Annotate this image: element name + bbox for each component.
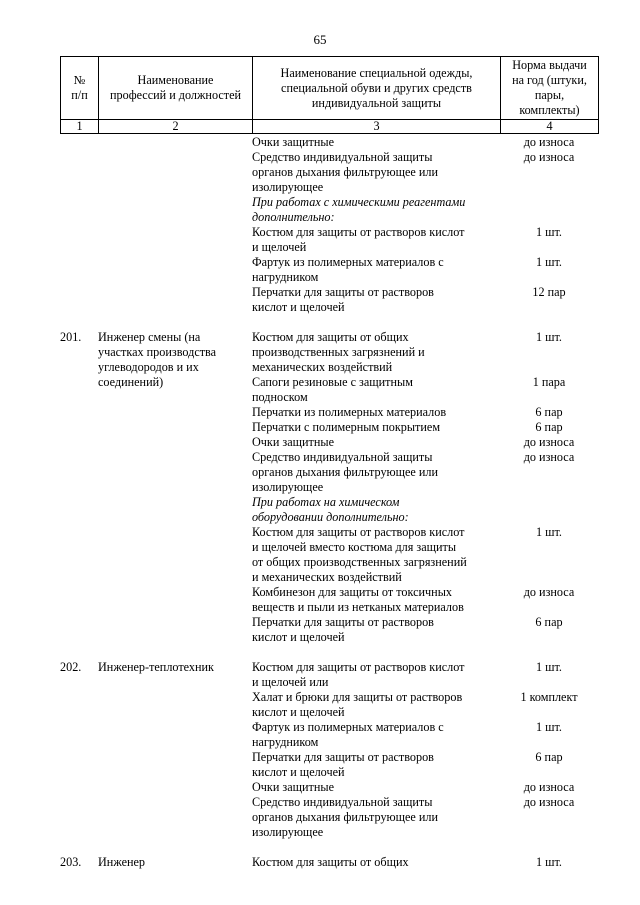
profession-name: Инженер [98,855,146,869]
item-number: 201. [60,330,82,344]
profession-name: Инженер-теплотехник [98,660,214,674]
table-row [60,420,598,435]
equipment-name: органов дыхания фильтрующее или [252,810,439,824]
equipment-name: и механических воздействий [252,570,402,584]
table-row [60,135,598,150]
issue-norm: до износа [523,780,575,794]
equipment-name: Костюм для защиты от общих [252,855,409,869]
equipment-name: и щелочей [252,240,307,254]
table-row [60,435,598,450]
header-equipment: Наименование специальной одежды, специальной обуви и других средств индивидуальной защиты [253,57,501,120]
table-row [60,735,598,750]
table-row [60,585,598,600]
issue-norm: до износа [523,135,575,149]
table-row [60,345,598,360]
equipment-name: и щелочей вместо костюма для защиты [252,540,457,554]
equipment-name: веществ и пыли из нетканых материалов [252,600,464,614]
table-row [60,405,598,420]
table-row [60,480,598,495]
table-row [60,765,598,780]
issue-norm: 1 шт. [536,330,562,344]
table-row [60,720,598,735]
issue-norm: 1 шт. [536,660,562,674]
table-row [60,465,598,480]
equipment-name: Костюм для защиты от растворов кислот [252,525,465,539]
equipment-name: от общих производственных загрязнений [252,555,467,569]
table-row [60,825,598,840]
equipment-name: кислот и щелочей [252,300,345,314]
table-row [60,750,598,765]
equipment-name: Средство индивидуальной защиты [252,795,433,809]
equipment-name: Перчатки с полимерным покрытием [252,420,441,434]
equipment-name: При работах с химическими реагентами [252,195,466,209]
issue-norm: до износа [523,450,575,464]
equipment-name: изолирующее [252,180,324,194]
header-col-index: 4 [501,120,599,134]
table-header [60,56,599,134]
table-row [60,780,598,795]
table-row [60,195,598,210]
item-number: 202. [60,660,82,674]
table-row [60,270,598,285]
header-col-index: 3 [253,120,501,134]
equipment-name: Перчатки для защиты от растворов [252,615,434,629]
equipment-name: Сапоги резиновые с защитным [252,375,413,389]
profession-name: Инженер смены (на [98,330,201,344]
equipment-name: нагрудником [252,735,319,749]
header-col-index: 1 [61,120,99,134]
equipment-name: и щелочей или [252,675,329,689]
table-row [60,690,598,705]
table-row [60,540,598,555]
equipment-name: дополнительно: [252,210,335,224]
equipment-name: Фартук из полимерных материалов с [252,255,444,269]
issue-norm: 1 комплект [520,690,578,704]
table-row [60,240,598,255]
table-row [60,450,598,465]
issue-norm: до износа [523,150,575,164]
equipment-name: Перчатки из полимерных материалов [252,405,447,419]
table-row [60,510,598,525]
issue-norm: 12 пар [532,285,566,299]
profession-name: углеводородов и их [98,360,199,374]
issue-norm: до износа [523,435,575,449]
table-row [60,525,598,540]
equipment-name: Костюм для защиты от растворов кислот [252,225,465,239]
equipment-name: нагрудником [252,270,319,284]
issue-norm: 1 пара [532,375,566,389]
header-norm: Норма выдачи на год (штуки, пары, комплекты) [501,57,599,120]
equipment-name: Очки защитные [252,135,334,149]
row-gap [60,315,598,330]
table-row [60,180,598,195]
row-gap [60,645,598,660]
equipment-name: Халат и брюки для защиты от растворов [252,690,463,704]
table-row [60,330,598,345]
table-row [60,285,598,300]
equipment-name: оборудовании дополнительно: [252,510,409,524]
equipment-name: изолирующее [252,825,324,839]
table-row [60,630,598,645]
table-row [60,570,598,585]
equipment-name: производственных загрязнений и [252,345,425,359]
equipment-name: При работах на химическом [252,495,400,509]
equipment-name: подноском [252,390,308,404]
equipment-name: Костюм для защиты от растворов кислот [252,660,465,674]
table-row [60,360,598,375]
issue-norm: 1 шт. [536,720,562,734]
header-col-index: 2 [99,120,253,134]
table-row [60,150,598,165]
issue-norm: 6 пар [535,750,563,764]
equipment-name: Средство индивидуальной защиты [252,450,433,464]
row-gap [60,840,598,855]
profession-name: соединений) [98,375,164,389]
issue-norm: 6 пар [535,420,563,434]
table-row [60,300,598,315]
table-row [60,600,598,615]
page-number: 65 [313,32,327,47]
header-number: № п/п [61,57,99,120]
table-row [60,615,598,630]
issue-norm: 1 шт. [536,525,562,539]
table-row [60,705,598,720]
issue-norm: 1 шт. [536,255,562,269]
equipment-name: органов дыхания фильтрующее или [252,165,439,179]
item-number: 203. [60,855,82,869]
equipment-name: Костюм для защиты от общих [252,330,409,344]
equipment-name: кислот и щелочей [252,705,345,719]
table-row [60,225,598,240]
issue-norm: до износа [523,795,575,809]
equipment-name: Средство индивидуальной защиты [252,150,433,164]
equipment-name: Фартук из полимерных материалов с [252,720,444,734]
issue-norm: 6 пар [535,405,563,419]
table-row [60,855,598,870]
equipment-name: механических воздействий [252,360,393,374]
profession-name: участках производства [98,345,217,359]
header-profession: Наименование профессий и должностей [99,57,253,120]
equipment-name: Очки защитные [252,435,334,449]
equipment-name: Перчатки для защиты от растворов [252,750,434,764]
table-row [60,675,598,690]
table-row [60,555,598,570]
table-row [60,210,598,225]
equipment-name: Очки защитные [252,780,334,794]
table-row [60,165,598,180]
table-row [60,810,598,825]
table-row [60,390,598,405]
equipment-name: кислот и щелочей [252,765,345,779]
issue-norm: 1 шт. [536,225,562,239]
table-row [60,255,598,270]
table-body [60,135,598,870]
equipment-name: органов дыхания фильтрующее или [252,465,439,479]
equipment-name: Комбинезон для защиты от токсичных [252,585,452,599]
equipment-name: изолирующее [252,480,324,494]
issue-norm: 6 пар [535,615,563,629]
table-row [60,795,598,810]
equipment-name: кислот и щелочей [252,630,345,644]
issue-norm: до износа [523,585,575,599]
table-row [60,660,598,675]
issue-norm: 1 шт. [536,855,562,869]
table-row [60,495,598,510]
equipment-name: Перчатки для защиты от растворов [252,285,434,299]
table-row [60,375,598,390]
